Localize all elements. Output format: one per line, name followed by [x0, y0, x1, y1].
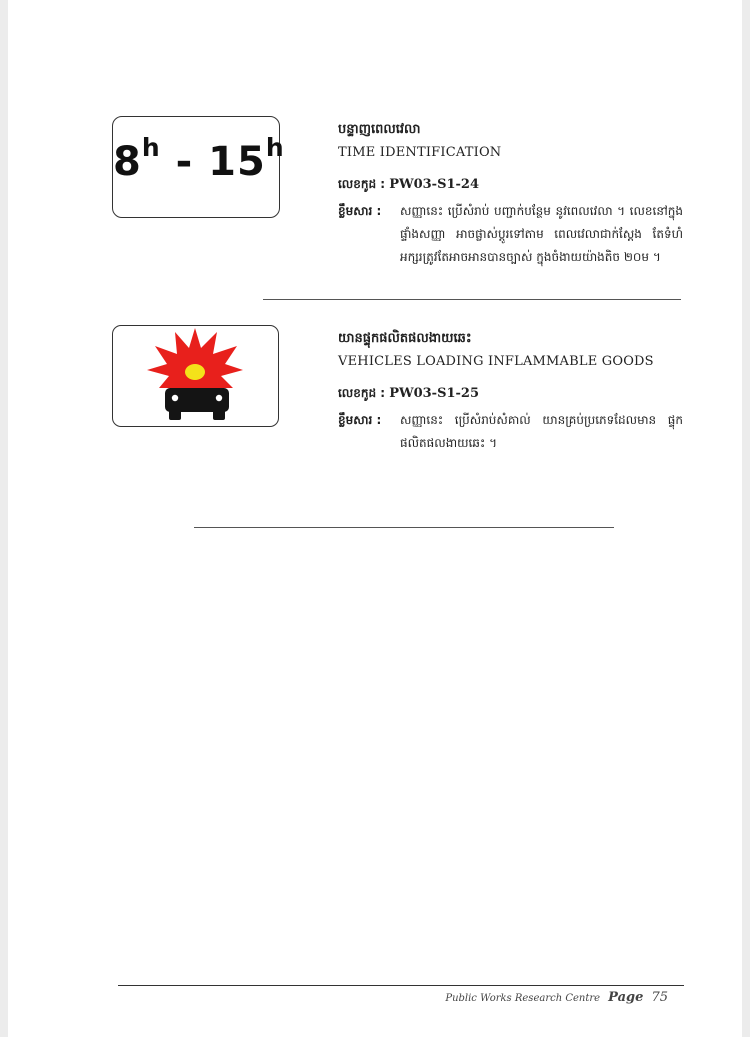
flammable-vehicle-icon: [113, 326, 278, 426]
page-footer: [445, 986, 668, 1005]
footer-page-word: Page: [608, 990, 644, 1005]
inflammable-goods-sign: [112, 325, 279, 427]
time-sign-text: [113, 133, 285, 185]
time-separator: -: [175, 139, 194, 185]
english-title: VEHICLES LOADING INFLAMMABLE GOODS: [338, 354, 654, 369]
code-row: [338, 383, 683, 403]
code-row: [338, 174, 683, 194]
content-text: សញ្ញានេះ ប្រើសំរាប់សំគាល់ យានគ្រប់ប្រភេទដែលមាន ផ្ទុកផលិតផលងាយឆេះ ។: [400, 413, 683, 450]
khmer-title: យានផ្ទុកផលិតផលងាយឆេះ: [338, 331, 472, 346]
content-label: ខ្លឹមសារ :: [338, 413, 382, 427]
vehicle-wheel-left: [169, 408, 181, 420]
time-identification-sign: [112, 116, 285, 218]
sign-entry-inflammable-goods: [338, 329, 683, 455]
section-end-divider: [194, 527, 614, 528]
code-label: លេខកូដ :: [338, 177, 386, 191]
start-hour: 8: [113, 139, 142, 185]
document-page: [8, 0, 742, 1037]
page-number: 75: [651, 990, 668, 1005]
section-divider: [263, 299, 681, 300]
content-row: [338, 200, 683, 269]
vehicle-wheel-right: [213, 408, 225, 420]
content-row: [338, 409, 683, 455]
end-hour: 15: [208, 139, 266, 185]
footer-organization: Public Works Research Centre: [445, 993, 601, 1004]
end-hour-unit: h: [265, 133, 285, 162]
khmer-title: បន្ទាញពេលវេលា: [338, 122, 421, 137]
code-value: PW03-S1-25: [389, 386, 479, 401]
english-title: TIME IDENTIFICATION: [338, 145, 502, 160]
content-label: ខ្លឹមសារ :: [338, 204, 382, 218]
content-text: សញ្ញានេះ ប្រើសំរាប់ បញ្ជាក់បន្ថែម នូវពេលវេលា ។ លេខនៅក្នុងផ្ទាំងសញ្ញា អាចផ្លាស់ប្តូរទៅតាម ពេលវេលាជាក់ស្តែង តែទំហំអក្សរត្រូវតែអាចអានបានច្បាស់ ក្នុងចំងាយយ៉ាងតិច ២០ម ។: [400, 204, 683, 264]
vehicle-light-left: [172, 395, 178, 401]
code-value: PW03-S1-24: [389, 177, 479, 192]
flame-core: [185, 364, 205, 380]
start-hour-unit: h: [141, 133, 161, 162]
vehicle-light-right: [216, 395, 222, 401]
code-label: លេខកូដ :: [338, 386, 386, 400]
sign-entry-time-identification: [338, 120, 683, 269]
